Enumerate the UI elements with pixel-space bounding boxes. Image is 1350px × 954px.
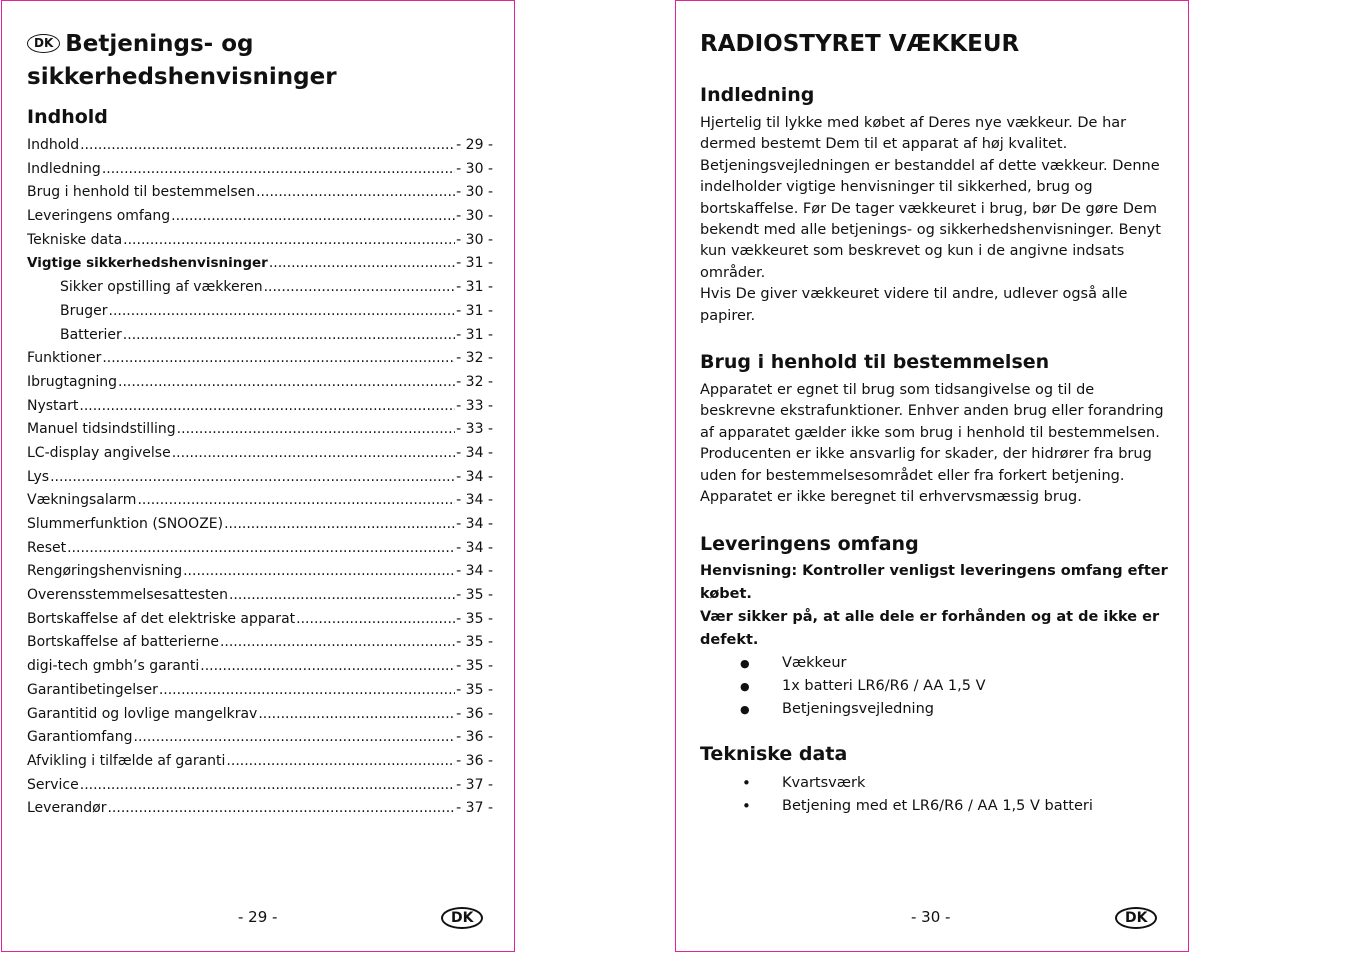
toc-entry-label: Leverandør xyxy=(27,800,107,817)
toc-entry-label: Leveringens omfang xyxy=(27,208,171,225)
toc-entry-label: Indledning xyxy=(27,160,101,177)
toc-entry-page: - 30 - xyxy=(456,208,493,225)
toc-entry-label: Ibrugtagning xyxy=(27,373,118,390)
toc-entry xyxy=(27,658,493,682)
list-item: ● 1x batteri LR6/R6 / AA 1,5 V xyxy=(700,675,1170,698)
toc-leader-dots xyxy=(229,587,455,603)
toc-entry xyxy=(27,327,493,351)
toc-leader-dots xyxy=(159,682,455,698)
toc-entry xyxy=(27,800,493,824)
toc-entry-label: Garantitid og lovlige mangelkrav xyxy=(27,705,258,722)
toc-entry xyxy=(27,516,493,540)
toc-leader-dots xyxy=(102,350,455,366)
toc-leader-dots xyxy=(102,161,455,177)
page-number: - 29 - xyxy=(238,908,278,926)
toc-entry xyxy=(27,421,493,445)
toc-entry xyxy=(27,563,493,587)
toc-entry-label: digi-tech gmbh’s garanti xyxy=(27,658,200,675)
toc-entry-page: - 37 - xyxy=(456,800,493,817)
toc-leader-dots xyxy=(296,611,455,627)
toc-leader-dots xyxy=(123,327,455,343)
right-page-content xyxy=(700,28,1170,818)
toc-leader-dots xyxy=(220,634,455,650)
toc-leader-dots xyxy=(224,516,455,532)
contents-heading: Indhold xyxy=(27,106,108,128)
toc-entry-label: Indhold xyxy=(27,137,80,153)
toc-leader-dots xyxy=(107,800,455,816)
toc-entry-label: Service xyxy=(27,776,79,793)
page-title xyxy=(27,28,497,94)
toc-entry xyxy=(27,350,493,374)
toc-leader-dots xyxy=(67,540,455,556)
toc-entry-page: - 30 - xyxy=(456,184,493,201)
toc-entry-label: Garantiomfang xyxy=(27,729,133,746)
delivery-note-2: Vær sikker på, at alle dele er forhånden og at de ikke er defekt. xyxy=(700,608,1160,648)
toc-entry-page: - 36 - xyxy=(456,729,493,746)
toc-leader-dots xyxy=(269,255,455,271)
intro-paragraph-1: Hjertelig til lykke med købet af Deres nye vækkeur. De har dermed bestemt Dem til et apparat af høj kvalitet. xyxy=(700,115,1127,153)
toc-entry-label: Bortskaffelse af det elektriske apparat xyxy=(27,610,296,627)
toc-leader-dots xyxy=(123,232,455,248)
right-page xyxy=(675,0,1189,952)
list-item: ● Vækkeur xyxy=(700,652,1170,675)
toc-entry xyxy=(27,232,493,256)
toc-entry-label: Bortskaffelse af batterierne xyxy=(27,634,219,651)
toc-entry-label: Bruger xyxy=(60,302,108,319)
toc-leader-dots xyxy=(264,279,456,295)
toc-leader-dots xyxy=(118,374,455,390)
toc-entry xyxy=(27,682,493,706)
toc-entry-label: Lys xyxy=(27,468,50,485)
dk-footer-badge: DK xyxy=(441,907,483,929)
toc-entry-page: - 31 - xyxy=(456,326,493,343)
toc-entry-label: Batterier xyxy=(60,326,122,343)
toc-entry-page: - 34 - xyxy=(456,539,493,556)
toc-entry-label: Brug i henhold til bestemmelsen xyxy=(27,184,256,201)
toc-entry xyxy=(27,540,493,564)
toc-entry-label: Nystart xyxy=(27,397,79,414)
toc-entry-label: Funktioner xyxy=(27,350,102,367)
toc-entry-page: - 29 - xyxy=(456,137,493,153)
toc-entry-page: - 34 - xyxy=(456,468,493,485)
toc-entry-page: - 35 - xyxy=(456,658,493,675)
list-item: • Betjening med et LR6/R6 / AA 1,5 V batteri xyxy=(700,795,1170,818)
intended-use-paragraph: Apparatet er egnet til brug som tidsangivelse og til de beskrevne ekstrafunktioner. Enhver anden brug eller forandring af apparatet gælder ikke som brug i henhold til bestemmelsen. Producenten er ikke ansvarlig for skader, der hidrører fra brug uden for bestemmelsesområdet eller fra forkert betjening. Apparatet er ikke beregnet til erhvervsmæssig brug. xyxy=(700,382,1164,506)
section-heading-intro: Indledning xyxy=(700,84,815,106)
dk-badge: DK xyxy=(27,34,60,53)
toc-entry-label: Sikker opstilling af vækkeren xyxy=(60,279,263,296)
toc-leader-dots xyxy=(134,729,456,745)
toc-entry-page: - 34 - xyxy=(456,563,493,580)
toc-entry xyxy=(27,469,493,493)
toc-entry-page: - 36 - xyxy=(456,752,493,769)
toc-leader-dots xyxy=(80,777,455,793)
toc-entry-page: - 34 - xyxy=(456,444,493,461)
list-item: • Kvartsværk xyxy=(700,772,1170,795)
toc-entry-page: - 35 - xyxy=(456,587,493,604)
toc-entry-label: Rengøringshenvisning xyxy=(27,563,183,580)
left-page xyxy=(1,0,515,952)
toc-entry-label: Manuel tidsindstilling xyxy=(27,421,176,438)
intro-paragraph-3: Hvis De giver vækkeuret videre til andre, udlever også alle papirer. xyxy=(700,286,1128,324)
section-heading-tech: Tekniske data xyxy=(700,742,848,765)
dk-footer-badge: DK xyxy=(1115,907,1157,929)
toc-leader-dots xyxy=(109,303,456,319)
page-number: - 30 - xyxy=(911,908,951,926)
toc-entry-page: - 33 - xyxy=(456,421,493,438)
toc-leader-dots xyxy=(137,492,455,508)
section-heading-intended-use: Brug i henhold til bestemmelsen xyxy=(700,351,1050,374)
toc-entry-page: - 35 - xyxy=(456,610,493,627)
toc-entry xyxy=(27,587,493,611)
toc-entry xyxy=(27,137,493,161)
toc-leader-dots xyxy=(256,184,455,200)
toc-entry xyxy=(27,279,493,303)
toc-entry-label: LC-display angivelse xyxy=(27,444,171,461)
toc-entry-page: - 30 - xyxy=(456,160,493,177)
delivery-note-1: Henvisning: Kontroller venligst leveringens omfang efter købet. xyxy=(700,562,1168,602)
toc-entry-page: - 35 - xyxy=(456,634,493,651)
toc-entry xyxy=(27,303,493,327)
delivery-list xyxy=(700,652,1170,721)
page-title: RADIOSTYRET VÆKKEUR xyxy=(700,31,1020,57)
page-title-text: Betjenings- og sikkerhedshenvisninger xyxy=(27,31,337,90)
toc-entry-page: - 30 - xyxy=(456,231,493,248)
toc-entry-page: - 32 - xyxy=(456,350,493,367)
toc-entry-label: Vækningsalarm xyxy=(27,492,137,509)
toc-leader-dots xyxy=(79,398,455,414)
toc-entry xyxy=(27,492,493,516)
toc-entry-page: - 35 - xyxy=(456,681,493,698)
table-of-contents xyxy=(27,137,493,824)
tech-list xyxy=(700,772,1170,818)
toc-entry-label: Overensstemmelsesattesten xyxy=(27,587,228,604)
toc-entry-label: Vigtige sikkerhedshenvisninger xyxy=(27,255,268,272)
toc-leader-dots xyxy=(172,445,455,461)
toc-leader-dots xyxy=(171,208,455,224)
toc-entry xyxy=(27,398,493,422)
toc-entry xyxy=(27,208,493,232)
toc-leader-dots xyxy=(177,421,456,437)
toc-entry-label: Garantibetingelser xyxy=(27,681,158,698)
toc-entry xyxy=(27,729,493,753)
toc-leader-dots xyxy=(200,658,455,674)
toc-leader-dots xyxy=(80,137,455,153)
toc-entry xyxy=(27,706,493,730)
toc-entry-page: - 32 - xyxy=(456,373,493,390)
toc-entry xyxy=(27,777,493,801)
toc-leader-dots xyxy=(183,563,455,579)
toc-entry xyxy=(27,634,493,658)
toc-entry xyxy=(27,374,493,398)
toc-entry xyxy=(27,161,493,185)
intro-paragraph-2: Betjeningsvejledningen er bestanddel af dette vækkeur. Denne indelholder vigtige henvisninger til sikkerhed, brug og bortskaffelse. Før De tager vækkeuret i brug, bør De gøre Dem bekendt med alle betjenings- og sikkerhedshenvisninger. Benyt kun vækkeuret som beskrevet og kun i de angivne indsats områder. xyxy=(700,157,1161,281)
toc-entry-page: - 34 - xyxy=(456,492,493,509)
toc-leader-dots xyxy=(258,706,455,722)
list-item: ● Betjeningsvejledning xyxy=(700,698,1170,721)
toc-entry-page: - 36 - xyxy=(456,705,493,722)
toc-entry-page: - 37 - xyxy=(456,776,493,793)
toc-entry-label: Reset xyxy=(27,539,67,556)
toc-leader-dots xyxy=(50,469,455,485)
section-heading-delivery: Leveringens omfang xyxy=(700,532,919,555)
toc-entry-page: - 31 - xyxy=(456,255,493,272)
toc-entry-label: Slummerfunktion (SNOOZE) xyxy=(27,516,224,532)
toc-leader-dots xyxy=(226,753,455,769)
toc-entry-page: - 33 - xyxy=(456,397,493,414)
toc-entry xyxy=(27,255,493,279)
toc-entry-page: - 31 - xyxy=(456,302,493,319)
toc-entry-page: - 34 - xyxy=(456,516,493,532)
toc-entry xyxy=(27,753,493,777)
toc-entry-label: Afvikling i tilfælde af garanti xyxy=(27,752,226,769)
toc-entry-label: Tekniske data xyxy=(27,231,123,248)
toc-entry xyxy=(27,445,493,469)
toc-entry xyxy=(27,184,493,208)
toc-entry-page: - 31 - xyxy=(456,279,493,296)
toc-entry xyxy=(27,611,493,635)
